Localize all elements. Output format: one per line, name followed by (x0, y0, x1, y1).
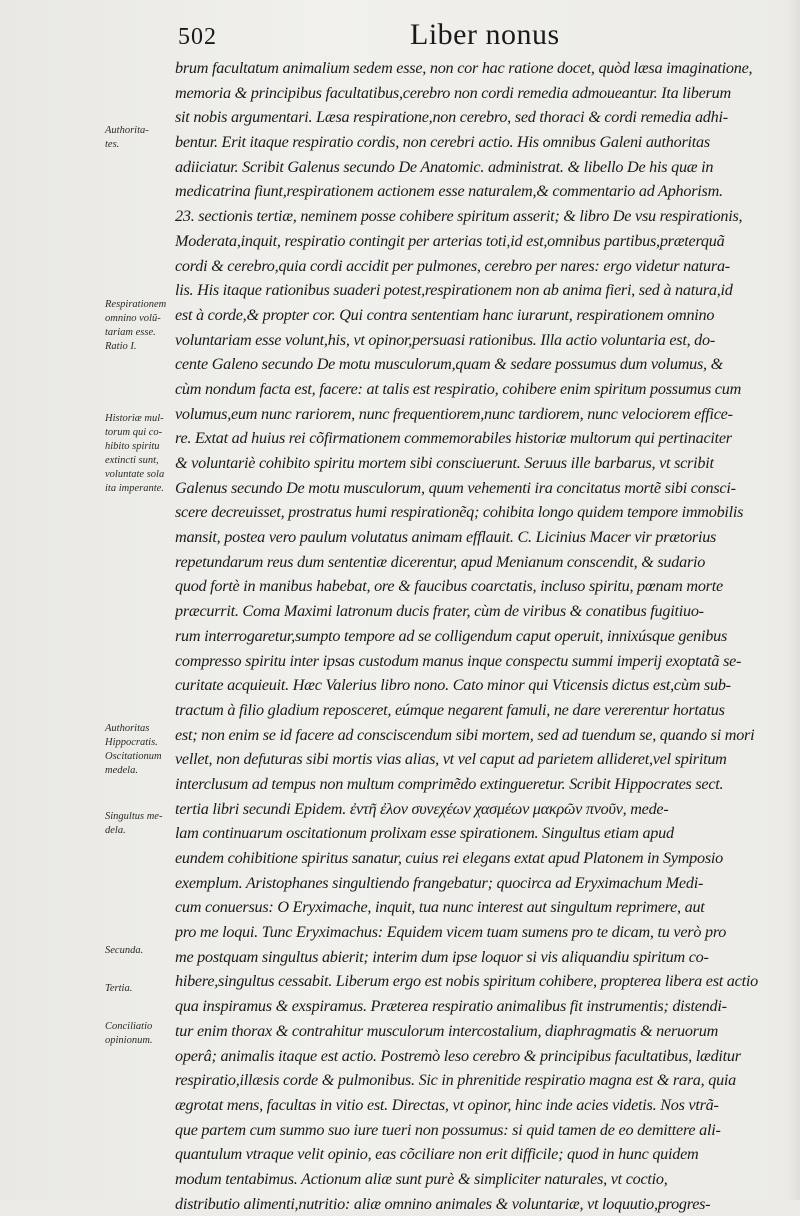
margin-note (105, 722, 185, 778)
margin-note-line: medela. (105, 765, 138, 776)
body-line: cente Galeno secundo De motu musculorum,quam & sedare possumus dum volumus, & (175, 355, 723, 374)
body-line: memoria & principibus facultatibus,cerebro non cordi remedia admoueantur. Ita liberum (175, 83, 731, 102)
body-line: exemplum. Aristophanes singultiendo frangebatur; quocirca ad Eryximachum Medi- (175, 873, 704, 892)
margin-note-line: torum qui co- (105, 427, 163, 438)
margin-note (105, 298, 185, 354)
margin-note-line: Ratio I. (105, 341, 137, 352)
body-line: modum tentabimus. Actionum aliæ sunt purè & simpliciter naturales, vt coctio, (175, 1169, 668, 1188)
body-line: curitate acquieuit. Hæc Valerius libro nono. Cato minor qui Vticensis dictus est,cùm sub- (175, 676, 731, 695)
body-line: cordi & cerebro,quia cordi accidit per pulmones, cerebro per nares: ergo videtur natura- (175, 256, 730, 275)
margin-note-line: Hippocratis. (105, 737, 158, 748)
body-line: ægrotat mens, facultas in vitio est. Directas, vt opinor, hinc inde acies videtis. Nos vtrã- (175, 1095, 719, 1114)
margin-note-line: Conciliatio (105, 1021, 153, 1032)
body-line: tur enim thorax & contrahitur musculorum intercostalium, diaphragmatis & neruorum (175, 1021, 719, 1040)
body-line: & voluntariè cohibito spiritu mortem sibi consciuerunt. Seruus ille barbarus, vt scribit (175, 454, 714, 472)
body-line: quod fortè in manibus habebat, ore & faucibus coarctatis, incluso spiritu, pœnam morte (175, 577, 723, 596)
margin-note (105, 124, 185, 152)
body-line: tertia libri secundi Epidem. ἐντῆ ἐλον συνεχέων χασμέων μακρῶν πνοῦν, mede- (175, 799, 669, 818)
margin-note-line: Secunda. (105, 945, 144, 956)
margin-note-line: tariam esse. (105, 327, 156, 338)
body-line: vellet, non defuturas sibi mortis vias alias, vt vel caput ad parietem allideret,vel spiritum (175, 750, 727, 769)
margin-note-line: Tertia. (105, 983, 133, 994)
body-line: scere decreuisset, prostratus humi respirationẽq; cohibita longo quidem tempore immobilis (175, 503, 744, 522)
margin-note-line: omnino volũ- (105, 313, 161, 324)
body-line: hibere,singultus cessabit. Liberum ergo est nobis spiritum cohibere, propterea libera est actio (175, 972, 758, 991)
body-line: que partem cum summo suo iure tueri non possumus: si quid tamen de eo demittere ali- (175, 1120, 721, 1139)
body-line: me postquam singultus abierit; interim dum ipse loquor si vis aliquandiu spiritum co- (175, 947, 709, 966)
margin-note-line: tes. (105, 139, 120, 150)
margin-note-line: voluntate sola (105, 469, 165, 480)
scan-edge-shadow (786, 0, 800, 1200)
body-line: eundem cohibitione spiritus sanatur, cuius rei elegans extat apud Platonem in Symposio (175, 849, 723, 867)
body-line: cùm nondum facta est, facere: at talis est respiratio, cohibere enim spiritum possumus cum (175, 379, 742, 398)
margin-note (105, 810, 185, 838)
body-line: brum facultatum animalium sedem esse, non cor hac ratione docet, quòd læsa imaginatione, (175, 59, 753, 77)
body-line: compresso spiritu inter ipsas custodum manus inque conspectu summi imperij exoptatã se- (175, 651, 742, 670)
margin-note-line: dela. (105, 825, 126, 836)
body-line: est; non enim se id facere ad consciscendum sibi mortem, sed ad tuendum se, quando si mori (175, 725, 755, 744)
margin-note (105, 1020, 185, 1048)
body-line: volumus,eum nunc rariorem, nunc frequentiorem,nunc tardiorem, nunc velociorem effice- (175, 404, 733, 423)
body-line: re. Extat ad huius rei cõfirmationem commemorabiles historiæ multorum qui pertinaciter (175, 429, 732, 448)
body-line: cum conuersus: O Eryximache, inquit, tua nunc interest aut singultum reprimere, aut (175, 898, 705, 917)
body-line: adiiciatur. Scribit Galenus secundo De Anatomic. administrat. & libello De his quæ in (175, 157, 714, 176)
margin-note-line: Historiæ mul- (105, 413, 164, 424)
body-line: Galenus secundo De motu musculorum, quum vehementi ira concitatus mortẽ sibi consci- (175, 478, 736, 497)
margin-note-line: Singultus me- (105, 811, 163, 822)
margin-note-line: Authorita- (105, 125, 149, 136)
body-line: lis. His itaque rationibus suaderi potest,respirationem non ab anima fieri, sed à natura,id (175, 281, 733, 300)
margin-note-line: Oscitationum (105, 751, 162, 762)
body-line: medicatrina fiunt,respirationem actionem esse naturalem,& commentario ad Aphorism. (175, 182, 723, 201)
margin-note-line: Respirationem (105, 299, 167, 310)
body-line: voluntariam esse volunt,his, vt opinor,persuasi rationibus. Illa actio voluntaria est, do- (175, 330, 715, 349)
body-line: Moderata,inquit, respiratio contingit per arterias toti,id est,omnibus partibus,præterquã (175, 231, 725, 250)
body-line: repetundarum reus dum sententiæ dicerentur, apud Menianum conscendit, & sudario (175, 552, 706, 571)
body-line: rum interrogaretur,sumpto tempore ad se colligendum caput operuit, innixúsque genibus (175, 626, 727, 645)
margin-note-line: Authoritas (105, 723, 150, 734)
margin-note-line: hibito spiritu (105, 441, 160, 452)
body-text (175, 56, 775, 1216)
body-line: sit nobis argumentari. Læsa respiratione,non cerebro, sed thoraci & cordi remedia adhi- (175, 108, 728, 127)
body-line: quantulum vtraque velit opinio, eas cõciliare non erit difficile; quod in hunc quidem (175, 1145, 699, 1164)
body-line: lam continuarum oscitationum prolixam esse spirationem. Singultus etiam apud (175, 824, 674, 843)
body-line: 23. sectionis tertiæ, neminem posse cohibere spiritum asserit; & libro De vsu respirationis, (175, 207, 743, 226)
running-head: Liber nonus (410, 18, 560, 51)
body-line: qua inspiramus & exspiramus. Præterea respiratio animalibus fit instrumentis; distendi- (175, 997, 727, 1016)
body-line: est à corde,& propter cor. Qui contra sententiam hanc iurarunt, respirationem omnino (175, 305, 715, 324)
margin-note-line: ita imperante. (105, 483, 164, 494)
margin-note-line: extincti sunt, (105, 455, 159, 466)
margin-note (105, 982, 185, 996)
body-line: distributio alimenti,nutritio: aliæ omnino animales & voluntariæ, vt loquutio,progres- (175, 1194, 711, 1213)
body-line: mansit, postea vero paulum volutatus animam efflauit. C. Licinius Macer vir prætorius (175, 528, 717, 547)
margin-note (105, 944, 185, 958)
body-line: operâ; animalis itaque est actio. Postremò leso cerebro & principibus facultatibus, læditur (175, 1046, 741, 1065)
body-line: bentur. Erit itaque respiratio cordis, non cerebri actio. His omnibus Galeni authoritas (175, 133, 710, 152)
body-line: præcurrit. Coma Maximi latronum ducis frater, cùm de viribus & conatibus fugitiuo- (175, 602, 704, 621)
margin-note-line: opinionum. (105, 1035, 153, 1046)
margin-note (105, 412, 185, 496)
body-line: interclusum ad tempus non multum comprimẽdo extingueretur. Scribit Hippocrates sect. (175, 774, 724, 793)
page-number: 502 (178, 24, 217, 50)
body-line: respiratio,illæsis corde & pulmonibus. Sic in phrenitide respiratio magna est & rara, quia (175, 1071, 736, 1090)
body-line: tractum à filio gladium reposceret, eúmque negarent famuli, ne dare vererentur hortatus (175, 700, 725, 719)
body-line: pro me loqui. Tunc Eryximachus: Equidem vicem tuam sumens pro te dicam, tu verò pro (175, 923, 727, 942)
